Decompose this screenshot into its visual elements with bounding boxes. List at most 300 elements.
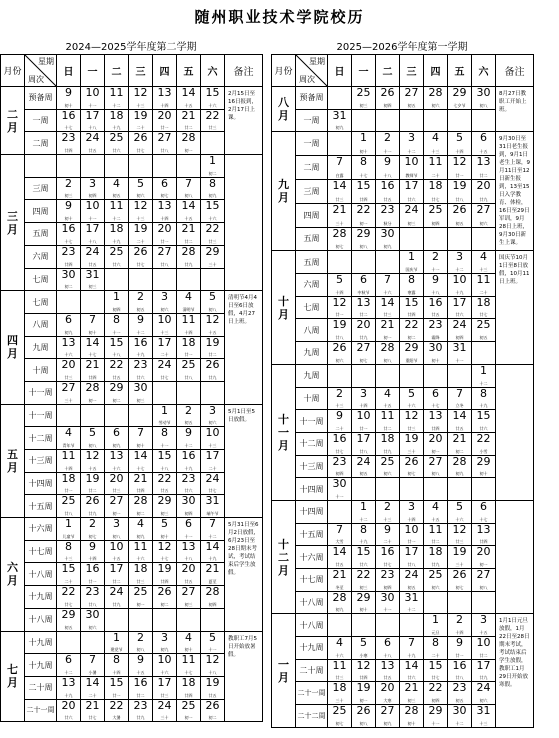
day-number: 8 bbox=[161, 426, 168, 440]
lunar-date: 十二 bbox=[136, 329, 145, 335]
day-cell bbox=[400, 546, 424, 569]
week-row bbox=[272, 500, 534, 523]
day-cell bbox=[424, 274, 448, 297]
day-number: 1 bbox=[360, 500, 367, 513]
week-label: 一周 bbox=[296, 132, 328, 156]
day-number: 22 bbox=[356, 203, 371, 216]
day-number: 15 bbox=[404, 296, 419, 309]
day-cell bbox=[201, 654, 225, 677]
week-row bbox=[1, 313, 263, 336]
day-cell bbox=[448, 682, 472, 705]
day-cell bbox=[105, 109, 129, 132]
lunar-date: 初二 bbox=[208, 715, 217, 721]
day-cell bbox=[376, 156, 400, 180]
day-number: 16 bbox=[133, 676, 148, 689]
week-label: 十九周 bbox=[296, 637, 328, 660]
lunar-date: 初二 bbox=[160, 601, 169, 607]
lunar-date: 初九 bbox=[112, 443, 121, 448]
day-number: 8 bbox=[432, 636, 439, 650]
day-cell bbox=[201, 245, 225, 268]
day-cell bbox=[177, 359, 201, 382]
day-cell bbox=[376, 523, 400, 546]
day-number: 7 bbox=[456, 387, 463, 400]
lunar-date: 十二 bbox=[359, 516, 368, 522]
month-label-char: 月 bbox=[278, 670, 289, 684]
day-number: 7 bbox=[336, 523, 343, 536]
week-row bbox=[1, 427, 263, 450]
day-cell bbox=[81, 631, 105, 654]
lunar-date: 廿七 bbox=[64, 601, 73, 607]
day-cell bbox=[424, 179, 448, 203]
lunar-date: 廿六 bbox=[64, 715, 73, 721]
lunar-date: 初六 bbox=[335, 357, 344, 363]
day-cell bbox=[57, 109, 81, 132]
day-number: 11 bbox=[109, 199, 124, 213]
day-cell bbox=[105, 608, 129, 631]
day-number: 28 bbox=[205, 585, 220, 599]
day-number: 16 bbox=[428, 296, 443, 309]
day-cell bbox=[177, 404, 201, 427]
lunar-date: 初五 bbox=[184, 420, 193, 426]
lunar-date: 十八 bbox=[88, 125, 97, 131]
weekday-label: 星期 bbox=[38, 57, 54, 66]
day-number: 4 bbox=[185, 290, 192, 304]
lunar-date: 初六 bbox=[479, 220, 488, 226]
day-cell bbox=[328, 705, 352, 728]
day-cell bbox=[448, 274, 472, 297]
day-number: 8 bbox=[360, 155, 367, 169]
day-number: 6 bbox=[480, 131, 487, 145]
lunar-date: 十三 bbox=[479, 720, 488, 726]
weekday-header: 三 bbox=[400, 55, 424, 87]
lunar-date: 霜降 bbox=[431, 335, 440, 341]
week-row bbox=[1, 109, 263, 132]
lunar-date: 初三 bbox=[184, 601, 193, 607]
month-label-char: 六 bbox=[7, 561, 18, 575]
day-cell bbox=[328, 591, 352, 614]
day-cell bbox=[472, 227, 496, 251]
day-cell bbox=[448, 109, 472, 132]
lunar-date: 廿九 bbox=[112, 601, 121, 607]
lunar-date: 十九 bbox=[359, 539, 368, 545]
lunar-date: 廿九 bbox=[359, 335, 368, 341]
week-label: 二十周 bbox=[25, 676, 57, 699]
day-cell bbox=[129, 245, 153, 268]
lunar-date: 廿一 bbox=[160, 238, 169, 244]
month-label bbox=[272, 251, 296, 364]
day-number: 13 bbox=[476, 155, 491, 169]
day-cell bbox=[448, 319, 472, 342]
week-label: 十七周 bbox=[25, 540, 57, 563]
month-label bbox=[272, 87, 296, 132]
day-number: 9 bbox=[432, 273, 439, 287]
day-cell bbox=[105, 631, 129, 654]
day-number: 28 bbox=[85, 381, 100, 394]
month-label-char: 一 bbox=[278, 425, 289, 439]
day-cell bbox=[448, 591, 472, 614]
day-cell bbox=[376, 410, 400, 433]
week-label: 十三周 bbox=[25, 450, 57, 473]
day-number: 13 bbox=[428, 409, 443, 423]
day-cell bbox=[105, 563, 129, 586]
day-number: 17 bbox=[205, 449, 220, 462]
day-number: 29 bbox=[476, 455, 491, 468]
day-cell bbox=[129, 540, 153, 563]
week-row bbox=[1, 155, 263, 178]
day-cell bbox=[352, 156, 376, 180]
day-number: 25 bbox=[476, 318, 491, 332]
day-cell bbox=[400, 109, 424, 132]
day-number: 26 bbox=[133, 245, 148, 258]
day-cell bbox=[400, 87, 424, 110]
month-label bbox=[272, 364, 296, 500]
lunar-date: 十二 bbox=[64, 669, 73, 675]
day-number: 19 bbox=[404, 432, 419, 445]
week-label: 二十一周 bbox=[296, 682, 328, 705]
day-number: 22 bbox=[61, 585, 76, 599]
day-number: 18 bbox=[109, 109, 124, 122]
day-number: 16 bbox=[61, 109, 76, 122]
day-cell bbox=[201, 177, 225, 200]
day-number: 26 bbox=[452, 568, 467, 581]
lunar-date: 初七 bbox=[407, 471, 416, 477]
day-cell bbox=[105, 291, 129, 314]
day-cell bbox=[352, 523, 376, 546]
lunar-date: 十一 bbox=[383, 149, 392, 155]
day-cell bbox=[105, 450, 129, 473]
day-cell bbox=[328, 87, 352, 110]
lunar-date: 十七 bbox=[88, 352, 97, 358]
day-cell bbox=[81, 132, 105, 155]
week-label: 预备周 bbox=[296, 87, 328, 110]
lunar-date: 十六 bbox=[136, 556, 145, 562]
lunar-date: 初十 bbox=[64, 216, 73, 222]
lunar-date: 十三 bbox=[136, 216, 145, 222]
day-number: 4 bbox=[336, 636, 343, 650]
lunar-date: 初一 bbox=[479, 562, 488, 567]
day-number: 7 bbox=[185, 177, 192, 190]
lunar-date: 初四 bbox=[383, 584, 392, 590]
day-cell bbox=[376, 500, 400, 523]
day-cell bbox=[328, 296, 352, 319]
month-label-char: 月 bbox=[7, 120, 18, 134]
day-cell bbox=[81, 563, 105, 586]
day-cell bbox=[57, 450, 81, 473]
lunar-date: 十四 bbox=[160, 216, 169, 222]
day-cell bbox=[105, 87, 129, 110]
lunar-date: 初一 bbox=[184, 715, 193, 721]
week-label: 九周 bbox=[296, 342, 328, 365]
lunar-date: 廿六 bbox=[407, 675, 416, 681]
lunar-date: 十三 bbox=[64, 556, 73, 562]
day-cell bbox=[57, 540, 81, 563]
lunar-date: 初一 bbox=[359, 698, 368, 704]
day-number: 9 bbox=[456, 636, 463, 650]
day-cell bbox=[328, 387, 352, 410]
lunar-date: 初六 bbox=[479, 698, 488, 704]
day-cell bbox=[81, 381, 105, 404]
day-cell bbox=[328, 410, 352, 433]
day-number: 30 bbox=[476, 86, 491, 99]
lunar-date: 二十 bbox=[335, 425, 344, 431]
lunar-date: 十六 bbox=[64, 352, 73, 358]
day-cell bbox=[352, 203, 376, 227]
week-label: 一周 bbox=[296, 109, 328, 132]
header-row bbox=[272, 55, 534, 87]
day-number: 3 bbox=[360, 387, 367, 400]
day-number: 22 bbox=[205, 109, 220, 122]
lunar-date: 初一 bbox=[112, 511, 121, 517]
lunar-date: 寒露 bbox=[407, 289, 416, 295]
week-row bbox=[272, 87, 534, 110]
lunar-date: 十五 bbox=[431, 516, 440, 522]
week-label: 十八周 bbox=[296, 591, 328, 614]
day-number: 19 bbox=[133, 222, 148, 236]
lunar-date: 十七 bbox=[359, 172, 368, 178]
day-number: 21 bbox=[133, 472, 148, 485]
day-number: 11 bbox=[181, 653, 196, 667]
week-row bbox=[1, 177, 263, 200]
day-cell bbox=[57, 87, 81, 110]
day-number: 6 bbox=[185, 517, 192, 531]
day-number: 16 bbox=[85, 562, 100, 576]
week-label: 十一周 bbox=[25, 404, 57, 427]
lunar-date: 廿三 bbox=[208, 238, 217, 244]
lunar-date: 国庆节 bbox=[405, 267, 418, 273]
day-cell bbox=[472, 387, 496, 410]
week-label: 十二周 bbox=[296, 432, 328, 455]
day-number: 14 bbox=[452, 409, 467, 423]
day-number: 27 bbox=[476, 203, 491, 216]
lunar-date: 十六 bbox=[208, 216, 217, 222]
day-number: 1 bbox=[360, 131, 367, 145]
lunar-date: 廿七 bbox=[431, 675, 440, 681]
day-cell bbox=[57, 699, 81, 722]
lunar-date: 端午节 bbox=[206, 511, 219, 517]
day-cell bbox=[81, 654, 105, 677]
lunar-date: 廿六 bbox=[359, 562, 368, 567]
day-number: 20 bbox=[61, 699, 76, 712]
day-number: 10 bbox=[404, 523, 419, 536]
day-cell bbox=[81, 268, 105, 291]
day-cell bbox=[129, 654, 153, 677]
week-row bbox=[1, 359, 263, 382]
day-number: 11 bbox=[332, 659, 347, 672]
day-cell bbox=[328, 478, 352, 501]
month-label-char: 三 bbox=[7, 209, 18, 223]
day-cell bbox=[424, 455, 448, 478]
week-row bbox=[272, 296, 534, 319]
day-cell bbox=[153, 586, 177, 609]
day-cell bbox=[105, 245, 129, 268]
lunar-date: 初四 bbox=[208, 601, 217, 607]
day-number: 1 bbox=[432, 613, 439, 627]
lunar-date: 初九 bbox=[455, 471, 464, 477]
day-cell bbox=[376, 251, 400, 274]
day-cell bbox=[177, 654, 201, 677]
week-label: 十周 bbox=[296, 387, 328, 410]
day-cell bbox=[57, 200, 81, 223]
lunar-date: 廿二 bbox=[431, 539, 440, 545]
day-cell bbox=[424, 614, 448, 637]
lunar-date: 十三 bbox=[479, 267, 488, 273]
week-label: 二十一周 bbox=[25, 699, 57, 722]
day-cell bbox=[57, 313, 81, 336]
day-number: 17 bbox=[452, 296, 467, 309]
lunar-date: 夏至 bbox=[208, 579, 217, 585]
lunar-date: 十九 bbox=[208, 556, 217, 562]
lunar-date: 重阳节 bbox=[405, 357, 418, 363]
day-cell bbox=[328, 546, 352, 569]
lunar-date: 廿二 bbox=[112, 579, 121, 585]
lunar-date: 初七 bbox=[335, 720, 344, 726]
day-cell bbox=[177, 495, 201, 518]
lunar-date: 廿九 bbox=[208, 374, 217, 380]
lunar-date: 初一 bbox=[136, 601, 145, 607]
lunar-date: 廿一 bbox=[407, 539, 416, 545]
day-number: 28 bbox=[452, 455, 467, 468]
day-number: 4 bbox=[432, 500, 439, 513]
day-cell bbox=[177, 699, 201, 722]
day-cell bbox=[201, 336, 225, 359]
day-number: 19 bbox=[356, 681, 371, 695]
lunar-date: 十二 bbox=[184, 443, 193, 448]
day-cell bbox=[153, 132, 177, 155]
day-cell bbox=[448, 659, 472, 682]
day-number: 9 bbox=[65, 199, 72, 213]
day-cell bbox=[105, 155, 129, 178]
day-number: 17 bbox=[476, 659, 491, 672]
day-cell bbox=[424, 132, 448, 156]
day-number: 26 bbox=[404, 455, 419, 468]
day-number: 27 bbox=[181, 585, 196, 599]
day-number: 8 bbox=[113, 313, 120, 326]
week-row bbox=[272, 523, 534, 546]
day-cell bbox=[472, 179, 496, 203]
lunar-date: 十二 bbox=[208, 533, 217, 539]
day-cell bbox=[129, 177, 153, 200]
day-cell bbox=[129, 427, 153, 450]
day-number: 5 bbox=[456, 131, 463, 145]
day-cell bbox=[81, 359, 105, 382]
day-number: 19 bbox=[205, 676, 220, 689]
lunar-date: 初五 bbox=[455, 220, 464, 226]
lunar-date: 初五 bbox=[407, 584, 416, 590]
day-cell bbox=[376, 109, 400, 132]
day-cell bbox=[177, 200, 201, 223]
day-cell bbox=[448, 546, 472, 569]
lunar-date: 十五 bbox=[136, 669, 145, 675]
day-number: 1 bbox=[408, 250, 415, 264]
day-cell bbox=[424, 109, 448, 132]
lunar-date: 青年节 bbox=[62, 443, 75, 448]
week-label: 十二周 bbox=[25, 427, 57, 450]
lunar-date: 初九 bbox=[335, 125, 344, 131]
day-number: 5 bbox=[360, 636, 367, 650]
lunar-date: 廿三 bbox=[112, 488, 121, 494]
day-cell bbox=[201, 132, 225, 155]
lunar-date: 十八 bbox=[88, 238, 97, 244]
day-number: 12 bbox=[133, 199, 148, 213]
lunar-date: 初三 bbox=[64, 193, 73, 199]
day-cell bbox=[201, 359, 225, 382]
day-number: 24 bbox=[452, 318, 467, 332]
day-cell bbox=[81, 676, 105, 699]
lunar-date: 元旦 bbox=[431, 630, 440, 636]
lunar-date: 廿二 bbox=[479, 172, 488, 178]
day-number: 17 bbox=[356, 432, 371, 445]
day-number: 4 bbox=[432, 131, 439, 145]
day-number: 14 bbox=[380, 296, 395, 309]
lunar-date: 廿六 bbox=[136, 374, 145, 380]
week-label: 七周 bbox=[25, 268, 57, 291]
week-label: 二十二周 bbox=[296, 705, 328, 728]
week-row bbox=[1, 608, 263, 631]
day-number: 20 bbox=[157, 109, 172, 122]
week-label: 七周 bbox=[296, 296, 328, 319]
month-remark bbox=[496, 500, 534, 613]
month-label-char: 月 bbox=[7, 574, 18, 588]
day-number: 9 bbox=[384, 523, 391, 536]
lunar-date: 廿九 bbox=[88, 511, 97, 517]
day-number: 20 bbox=[356, 318, 371, 332]
lunar-date: 十五 bbox=[184, 102, 193, 108]
day-number: 27 bbox=[356, 341, 371, 355]
day-number: 29 bbox=[205, 245, 220, 258]
lunar-date: 廿二 bbox=[184, 238, 193, 244]
day-cell bbox=[352, 432, 376, 455]
day-number: 10 bbox=[476, 636, 491, 650]
header-row bbox=[1, 55, 263, 87]
day-number: 11 bbox=[133, 540, 148, 553]
day-cell bbox=[81, 608, 105, 631]
day-cell bbox=[424, 156, 448, 180]
lunar-date: 廿八 bbox=[455, 675, 464, 681]
month-label-char: 月 bbox=[7, 460, 18, 474]
day-cell bbox=[177, 132, 201, 155]
lunar-date: 三十 bbox=[335, 220, 344, 226]
week-row bbox=[272, 432, 534, 455]
lunar-date: 初三 bbox=[407, 698, 416, 704]
day-cell bbox=[153, 608, 177, 631]
day-cell bbox=[328, 109, 352, 132]
day-number: 15 bbox=[205, 86, 220, 99]
day-cell bbox=[472, 296, 496, 319]
lunar-date: 初十 bbox=[479, 471, 488, 477]
week-label bbox=[25, 155, 57, 178]
day-number: 13 bbox=[380, 659, 395, 672]
day-cell bbox=[472, 364, 496, 387]
lunar-date: 廿一 bbox=[88, 579, 97, 585]
day-cell bbox=[129, 313, 153, 336]
lunar-date: 廿四 bbox=[431, 425, 440, 431]
lunar-date: 初八 bbox=[479, 584, 488, 590]
day-number: 12 bbox=[452, 523, 467, 536]
week-row bbox=[1, 699, 263, 722]
lunar-date: 十七 bbox=[64, 125, 73, 131]
day-cell bbox=[177, 450, 201, 473]
day-number: 3 bbox=[161, 631, 168, 644]
day-cell bbox=[472, 203, 496, 227]
day-cell bbox=[57, 654, 81, 677]
lunar-date: 廿八 bbox=[184, 374, 193, 380]
lunar-date: 十一 bbox=[160, 443, 169, 448]
lunar-date: 初六 bbox=[208, 420, 217, 426]
day-cell bbox=[400, 387, 424, 410]
week-label: 一周 bbox=[25, 109, 57, 132]
week-row bbox=[272, 109, 534, 132]
day-cell bbox=[177, 109, 201, 132]
